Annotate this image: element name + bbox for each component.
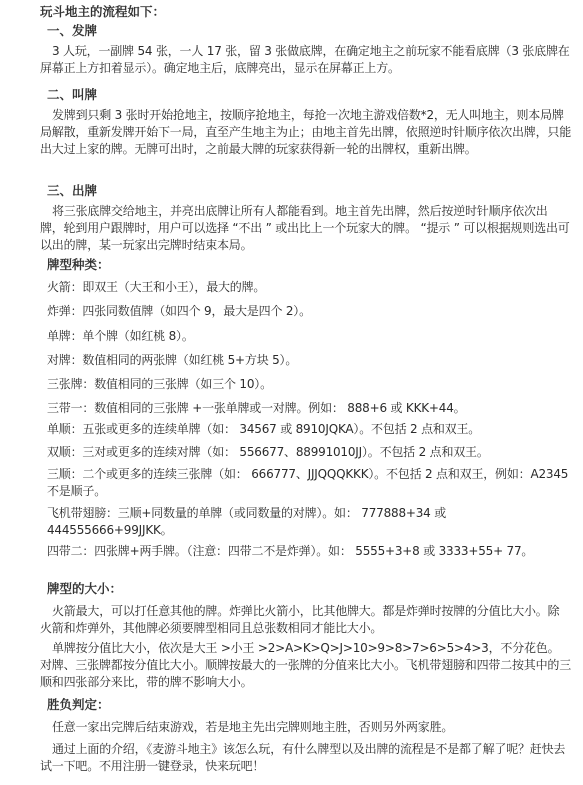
card-type-item: 对牌：数值相同的两张牌（如红桃 5+方块 5）。 [47, 353, 298, 367]
result-paragraph-2: 通过上面的介绍，《麦游斗地主》该怎么玩，有什么牌型以及出牌的流程是不是都了解了呢？赶快去试一下吧。不用注册一键登录，快来玩吧！ [40, 742, 566, 773]
card-type-item: 三带一：数值相同的三张牌 +一张单牌或一对牌。例如： 888+6 或 KKK+44。 [47, 401, 466, 415]
result-paragraph-1: 任意一家出完牌后结束游戏，若是地主先出完牌则地主胜，否则另外两家胜。 [52, 720, 454, 734]
card-type-item: 单顺：五张或更多的连续单牌（如： 34567 或 8910JQKA）。不包括 2 点和双王。 [47, 422, 481, 436]
section-body-deal: 3 人玩，一副牌 54 张，一人 17 张，留 3 张做底牌，在确定地主之前玩家不能看底牌（3 张底牌在屏幕正上方扣着显示）。确定地主后，底牌亮出，显示在屏幕正上方。 [40, 44, 570, 75]
section-heading-deal: 一、发牌 [47, 23, 98, 38]
card-type-item: 单牌：单个牌（如红桃 8）。 [47, 329, 194, 343]
result-heading: 胜负判定： [47, 697, 110, 712]
section-heading-play: 三、出牌 [47, 183, 98, 198]
card-size-heading: 牌型的大小： [47, 581, 123, 596]
card-type-item: 三张牌：数值相同的三张牌（如三个 10）。 [47, 377, 272, 391]
section-body-play: 将三张底牌交给地主，并亮出底牌让所有人都能看到。地主首先出牌，然后按逆时针顺序依次出牌，轮到用户跟牌时，用户可以选择 “不出 ” 或出比上一个玩家大的牌。 “提示 ” 可以根据规则选出可以出的牌，某一玩家出完牌时结束本局。 [40, 204, 570, 252]
card-type-item: 四带二：四张牌+两手牌。（注意：四带二不是炸弹）。如： 5555+3+8 或 3333+55+ 77。 [47, 544, 534, 558]
card-type-item: 飞机带翅膀：三顺+同数量的单牌（或同数量的对牌）。如： 777888+34 或 444555666+99JJKK。 [47, 506, 447, 537]
section-heading-bid: 二、叫牌 [47, 87, 98, 102]
card-size-paragraph-1: 火箭最大，可以打任意其他的牌。炸弹比火箭小，比其他牌大。都是炸弹时按牌的分值比大小。除火箭和炸弹外，其他牌必须要牌型相同且总张数相同才能比大小。 [40, 604, 560, 635]
section-body-bid: 发牌到只剩 3 张时开始抢地主，按顺序抢地主，每抢一次地主游戏倍数*2，无人叫地主，则本局牌局解散，重新发牌开始下一局，直至产生地主为止；由地主首先出牌，依照逆时针顺序依次出牌，只能出大过上家的牌。无牌可出时，之前最大牌的玩家获得新一轮的出牌权，重新出牌。 [40, 108, 572, 156]
card-type-item: 炸弹：四张同数值牌（如四个 9，最大是四个 2）。 [47, 304, 311, 318]
card-type-item: 双顺：三对或更多的连续对牌（如： 556677、88991010JJ）。不包括 2 点和双王。 [47, 445, 489, 459]
card-type-item: 三顺：二个或更多的连续三张牌（如： 666777、JJJQQQKKK）。不包括 2 点和双王，例如：A2345 不是顺子。 [47, 467, 569, 498]
card-size-paragraph-2: 单牌按分值比大小，依次是大王 >小王 >2>A>K>Q>J>10>9>8>7>6>5>4>3，不分花色。对牌、三张牌都按分值比大小。顺牌按最大的一张牌的分值来比大小。飞机带翅膀和四带二按其中的三顺和四张部分来比，带的牌不影响大小。 [40, 641, 572, 689]
card-type-item: 火箭：即双王（大王和小王），最大的牌。 [47, 280, 266, 294]
page-title: 玩斗地主的流程如下： [40, 4, 166, 19]
card-types-heading: 牌型种类： [47, 257, 110, 272]
